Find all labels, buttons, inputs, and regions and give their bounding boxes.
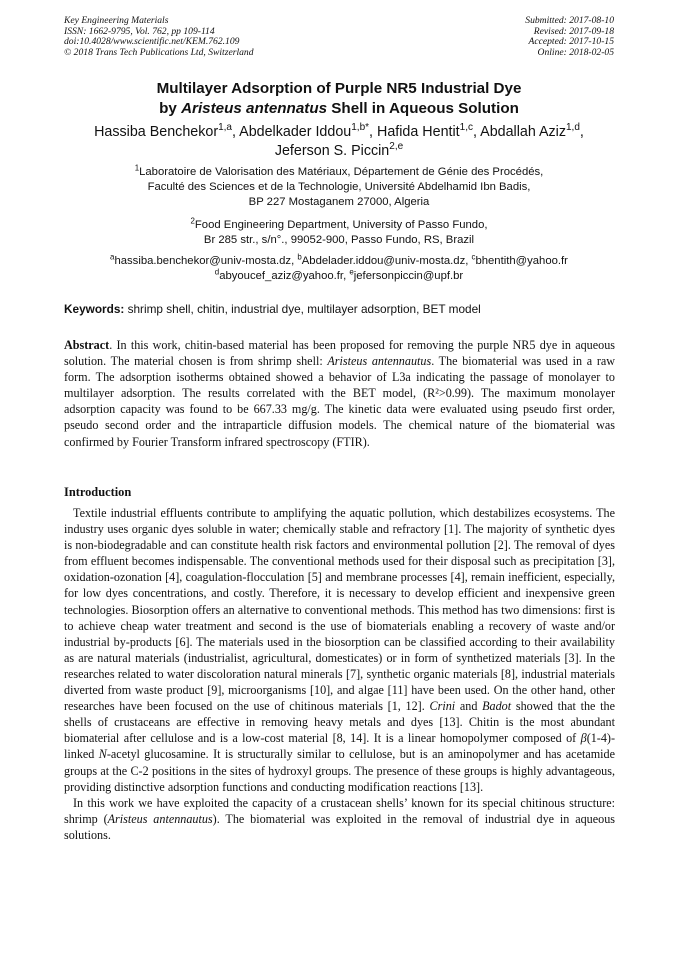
online-date: Online: 2018-02-05	[537, 46, 614, 58]
title-species: Aristeus antennatus	[181, 99, 328, 117]
issn-line: ISSN: 1662-9795, Vol. 762, pp 109-114	[64, 25, 215, 37]
author-name: Abdelkader Iddou	[239, 124, 352, 140]
abstract-text: . The biomaterial was used in a raw form. The adsorption isotherms obtained showed a behavior of L3a indicating the passage of monolayer to multilayer adsorption. The results correlated with the BET model, (R²>0.99). The maximum monolayer adsorption capacity was found to be 667.33 mg/g. The kinetic data were evaluated using pseudo first order, pseudo second order and the intraparticle diffusion models. The chemical nature of the biomaterial was confirmed by Fourier Transform infrared spectroscopy (FTIR).	[64, 354, 616, 449]
species-name: Aristeus antennautus	[107, 811, 213, 826]
author-ref: Badot	[482, 699, 512, 714]
author-affiliation-mark: 1,a	[218, 122, 232, 133]
email-mark: d	[214, 267, 220, 277]
title-by: by	[159, 99, 182, 117]
author-separator: ,	[473, 124, 481, 140]
affiliation-line: Faculté des Sciences et de la Technologie, Université Abdelhamid Ibn Badis,	[147, 181, 531, 194]
email-address: Abdelader.iddou@univ-mosta.dz,	[301, 255, 472, 267]
title-line-1: Multilayer Adsorption of Purple NR5 Industrial Dye	[156, 80, 522, 97]
email-mark: a	[110, 252, 115, 262]
paragraph-text: -acetyl glucosamine. It is structurally similar to cellulose, but is an aminopolymer and has acetamide groups at the C-2 positions in the sites of hydroxyl groups. The presence of these groups is highly advantageous, providing distinctive adsorption functions and conducting modification reactions [13].	[64, 747, 615, 794]
author-name: Hassiba Benchekor	[94, 124, 219, 140]
paragraph-text: Textile industrial effluents contribute to amplifying the aquatic pollution, which destabilizes ecosystems. The industry uses organic dyes soluble in water; chemically stable and refractory [1]. The majority of synthetic dyes is non-biodegradable and can constitute health risk factors and environmental pollution [2]. The removal of dyes from effluent becomes indispensable. The conventional methods used for their disposal such as precipitation [3], oxidation-ozonation [4], coagulation-flocculation [5] and membrane processes [4], remain inefficient, especially, for low dyes concentrations, and costly. Therefore, it is necessary to develop efficient and inexpensive green technologies. Biosorption offers an alternative to conventional methods. This method has two dimensions: first is to achieve cheap water treatment and second is the use of biomaterials enabling a recovery of waste and/or industrial by-products [6]. The materials used in the biosorption can be classified according to their availability as are natural materials (industrialist, agricultural, domesticates) or in form of synthetized materials [3]. In the researches related to water discoloration natural minerals [7], synthetic organic materials [8], industrial materials diverted from waste product [9], microorganisms [10], and algae [11] have been used. On the other hand, other researches have been focused on the use of chitinous materials [1, 12].	[64, 506, 615, 714]
author-affiliation-mark: 2,e	[389, 141, 404, 152]
keywords-text: shrimp shell, chitin, industrial dye, multilayer adsorption, BET model	[124, 302, 481, 316]
title-tail: Shell in Aqueous Solution	[327, 99, 519, 117]
abstract-text: . In this work, chitin-based material has been proposed for removing the purple NR5 dye in aqueous solution. The material chosen is from shrimp shell:	[64, 338, 615, 369]
keywords-label: Keywords:	[64, 302, 125, 316]
journal-name: Key Engineering Materials	[64, 15, 169, 26]
paragraph-text: In this work we have exploited the capacity of a crustacean shells’ known for its special chitinous structure: shrimp (	[64, 795, 615, 826]
author-list	[40, 123, 638, 161]
paragraph-text: and	[455, 699, 483, 714]
doi-line: doi:10.4028/www.scientific.net/KEM.762.109	[64, 36, 240, 48]
author-separator: ,	[579, 124, 584, 140]
author-ref: Crini	[429, 699, 456, 714]
author-separator: ,	[369, 124, 377, 140]
author-name: Hafida Hentit	[377, 124, 460, 140]
revised-date: Revised: 2017-09-18	[533, 25, 614, 37]
author-name: Jeferson S. Piccin	[274, 143, 390, 159]
affiliation-mark: 2	[190, 216, 195, 226]
author-name: Abdallah Aziz	[480, 124, 566, 140]
affiliation-line: Br 285 str., s/n°., 99052-900, Passo Fundo, RS, Brazil	[203, 234, 475, 247]
affiliation-line: Food Engineering Department, University of Passo Fundo,	[194, 219, 488, 231]
author-affiliation-mark: 1,d	[566, 122, 580, 133]
email-mark: e	[349, 267, 354, 277]
n-symbol: N	[98, 747, 107, 762]
email-address: bhentith@yahoo.fr	[475, 255, 568, 267]
abstract	[64, 337, 615, 450]
paragraph-text: ). The biomaterial was exploited in the removal of industrial dye in aqueous solutions.	[64, 811, 615, 842]
email-address: hassiba.benchekor@univ-mosta.dz,	[114, 255, 298, 267]
affiliation-2	[40, 218, 638, 248]
submitted-date: Submitted: 2017-08-10	[525, 15, 614, 26]
affiliation-line: BP 227 Mostaganem 27000, Algeria	[248, 196, 430, 209]
affiliation-mark: 1	[134, 163, 140, 173]
affiliation-line: Laboratoire de Valorisation des Matériaux, Département de Génie des Procédés,	[139, 166, 544, 178]
email-list	[40, 254, 638, 284]
journal-header-right	[525, 16, 614, 58]
paragraph	[64, 505, 615, 795]
email-mark: b	[297, 252, 302, 262]
title-line-2	[40, 99, 638, 119]
paper-title	[40, 79, 638, 118]
email-address: abyoucef_aziz@yahoo.fr,	[219, 270, 350, 283]
email-mark: c	[471, 252, 476, 262]
author-affiliation-mark: 1,b*	[351, 122, 370, 133]
abstract-species: Aristeus antennautus	[327, 354, 432, 369]
copyright-line: © 2018 Trans Tech Publications Ltd, Switzerland	[64, 46, 254, 58]
keywords	[64, 302, 624, 317]
accepted-date: Accepted: 2017-10-15	[528, 36, 614, 48]
abstract-label: Abstract	[64, 338, 110, 352]
introduction-body	[64, 505, 615, 843]
journal-header-left	[64, 16, 254, 58]
paragraph	[64, 795, 615, 843]
email-address: jefersonpiccin@upf.br	[353, 270, 464, 283]
section-heading-introduction: Introduction	[64, 485, 132, 499]
author-affiliation-mark: 1,c	[459, 122, 473, 133]
beta-symbol: β	[580, 731, 587, 746]
paragraph-text: showed that the the shells of crustaceans are effective in removing heavy metals and dyes [13]. Chitin is the most abundant biomaterial after cellulose and is a low-cost material [8, 14]. It is a linear homopolymer composed of	[64, 699, 615, 746]
affiliation-1	[40, 165, 638, 211]
paragraph-text: (1-4)-linked	[64, 731, 615, 762]
author-separator: ,	[232, 124, 240, 140]
